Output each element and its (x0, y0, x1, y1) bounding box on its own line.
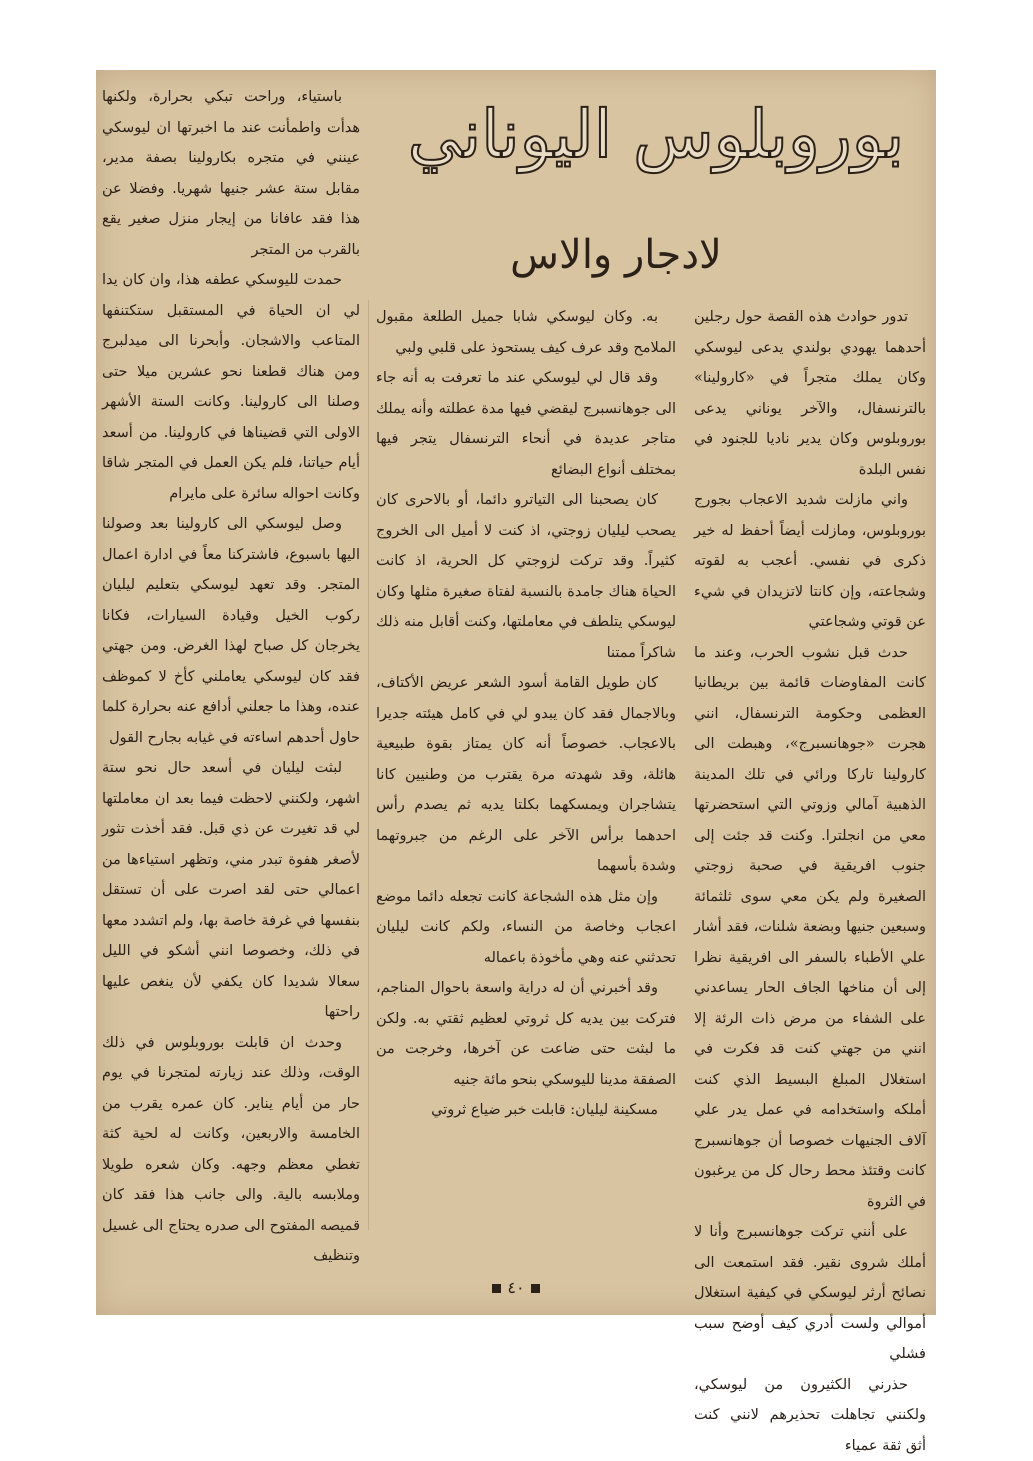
square-ornament-icon (531, 1284, 540, 1293)
paragraph: تدور حوادث هذه القصة حول رجلين أحدهما يهودي بولندي يدعى ليوسكي وكان يملك متجراً في «كارولينا» بالترنسفال، والآخر يوناني يدعى بوروبلوس وكان يدير ناديا للجنود في نفس البلدة (694, 302, 926, 485)
square-ornament-icon (492, 1284, 501, 1293)
paragraph: كان يصحبنا الى التياترو دائما، أو بالاحرى كان يصحب ليليان زوجتي، اذ كنت لا أميل الى الخروج كثيراً. وقد تركت لزوجتي كل الحرية، اذ كانت الحياة هناك جامدة بالنسبة لفتاة صغيرة مثلها وكان ليوسكي يتلطف في معاملتها، وكنت أقابل منه ذلك شاكراً ممتنا (376, 485, 676, 668)
article-title: بوروبلوس اليوناني (386, 90, 926, 180)
column-left (102, 82, 360, 1272)
paragraph: مسكينة ليليان: قابلت خبر ضياع ثروتي (376, 1095, 676, 1126)
paragraph: حذرني الكثيرون من ليوسكي، ولكنني تجاهلت تحذيرهم لانني كنت أثق ثقة عمياء (694, 1370, 926, 1461)
column-middle (376, 302, 676, 1126)
paragraph: وقد أخبرني أن له دراية واسعة باحوال المناجم، فتركت بين يديه كل ثروتي لعظيم ثقتي به. ولكن ما لبثت حتى ضاعت عن آخرها، وخرجت من الصفقة مدينا لليوسكي بنحو مائة جنيه (376, 973, 676, 1095)
paragraph: باستياء، وراحت تبكي بحرارة، ولكنها هدأت واطمأنت عند ما اخبرتها ان ليوسكي عينني في متجره بكارولينا بصفة مدير، مقابل ستة عشر جنيها شهريا. وفضلا عن هذا فقد عافانا من إيجار منزل صغير يقع بالقرب من المتجر (102, 82, 360, 265)
paragraph: كان طويل القامة أسود الشعر عريض الأكتاف، وبالاجمال فقد كان يبدو لي في كامل هيئته جديرا بالاعجاب. خصوصاً أنه كان يمتاز بقوة طبيعية هائلة، وقد شهدته مرة يقترب من وطنيين كانا يتشاجران ويمسكهما بكلتا يديه ثم يصدم رأس احدهما برأس الآخر على الرغم من جبروتهما وشدة بأسهما (376, 668, 676, 882)
paragraph: به. وكان ليوسكي شابا جميل الطلعة مقبول الملامح وقد عرف كيف يستحوذ على قلبي ولبي (376, 302, 676, 363)
page-number: ٤٠ (507, 1278, 524, 1297)
paragraph: وإن مثل هذه الشجاعة كانت تجعله دائما موضع اعجاب وخاصة من النساء، ولكم كانت ليليان تحدثني عنه وهي مأخوذة باعماله (376, 882, 676, 974)
paragraph: وصل ليوسكي الى كارولينا بعد وصولنا اليها باسبوع، فاشتركنا معاً في ادارة اعمال المتجر. وقد تعهد ليوسكي بتعليم ليليان ركوب الخيل وقيادة السيارات، فكانا يخرجان كل صباح لهذا الغرض. ومن جهتي فقد كان ليوسكي يعاملني كأخ لا كموظف عنده، وهذا ما جعلني أدافع عنه بحرارة كلما حاول أحدهم اساءته في غيابه بجارح القول (102, 509, 360, 753)
paragraph: وحدث ان قابلت بوروبلوس في ذلك الوقت، وذلك عند زيارته لمتجرنا في يوم حار من أيام يناير. كان عمره يقرب من الخامسة والاربعين، وكانت له لحية كثة تغطي معظم وجهه. وكان شعره طويلا وملابسه بالية. والى جانب هذا فقد كان قميصه المفتوح الى صدره يحتاج الى غسيل وتنظيف (102, 1028, 360, 1272)
paragraph: على أنني تركت جوهانسبرج وأنا لا أملك شروى نقير. فقد استمعت الى نصائح أرثر ليوسكي في كيفية استغلال أموالي ولست أدري كيف أوضح سبب فشلي (694, 1217, 926, 1370)
paragraph: لبثت ليليان في أسعد حال نحو ستة اشهر، ولكنني لاحظت فيما بعد ان معاملتها لي قد تغيرت عن ذي قبل. فقد أخذت تثور لأصغر هفوة تبدر مني، وتظهر استياءها من اعمالي حتى لقد اصرت على أن تستقل بنفسها في غرفة خاصة بها، ولم اتشدد معها في ذلك، وخصوصا انني أشكو في الليل سعالا شديدا كان يكفي لأن ينغص عليها راحتها (102, 753, 360, 1028)
paragraph: وقد قال لي ليوسكي عند ما تعرفت به أنه جاء الى جوهانسبرج ليقضي فيها مدة عطلته وأنه يملك متاجر عديدة في أنحاء الترنسفال يتجر فيها بمختلف أنواع البضائع (376, 363, 676, 485)
column-divider (368, 300, 369, 1230)
paragraph: حدث قبل نشوب الحرب، وعند ما كانت المفاوضات قائمة بين بريطانيا العظمى وحكومة الترنسفال، انني هجرت «جوهانسبرج»، وهبطت الى كارولينا تاركا ورائي في تلك المدينة الذهبية آمالي وزوتي التي استحضرتها معي من انجلترا. وكنت قد جئت إلى جنوب افريقية في صحبة زوجتي الصغيرة ولم يكن معي سوى ثلثمائة وسبعين جنيها وبضعة شلنات، فقد أشار علي الأطباء بالسفر الى افريقية نظرا إلى أن مناخها الجاف الحار يساعدني على الشفاء من مرض ذات الرئة إلا انني من جهتي كنت قد فكرت في استغلال المبلغ البسيط الذي كنت أملكه واستخدامه في عمل يدر علي آلاف الجنيهات خصوصا أن جوهانسبرج كانت وقتئذ محط رحال كل من يرغبون في الثروة (694, 638, 926, 1218)
page-footer (96, 1278, 936, 1297)
paragraph: واني مازلت شديد الاعجاب بجورج بوروبلوس، ومازلت أيضاً أحفظ له خير ذكرى في نفسي. أعجب به لقوته وشجاعته، وإن كانتا لاتزيدان في شيء عن قوتي وشجاعتي (694, 485, 926, 638)
magazine-page (96, 70, 936, 1315)
article-author: لادجار والاس (436, 220, 796, 290)
paragraph: حمدت لليوسكي عطفه هذا، وان كان يدا لي ان الحياة في المستقبل ستكتنفها المتاعب والاشجان. وأبحرنا الى ميدلبرج ومن هناك قطعنا نحو عشرين ميلا حتى وصلنا الى كارولينا. وكانت الستة الأشهر الاولى التي قضيناها في كارولينا. من أسعد أيام حياتنا، فلم يكن العمل في المتجر شاقا وكانت احواله سائرة على مايرام (102, 265, 360, 509)
